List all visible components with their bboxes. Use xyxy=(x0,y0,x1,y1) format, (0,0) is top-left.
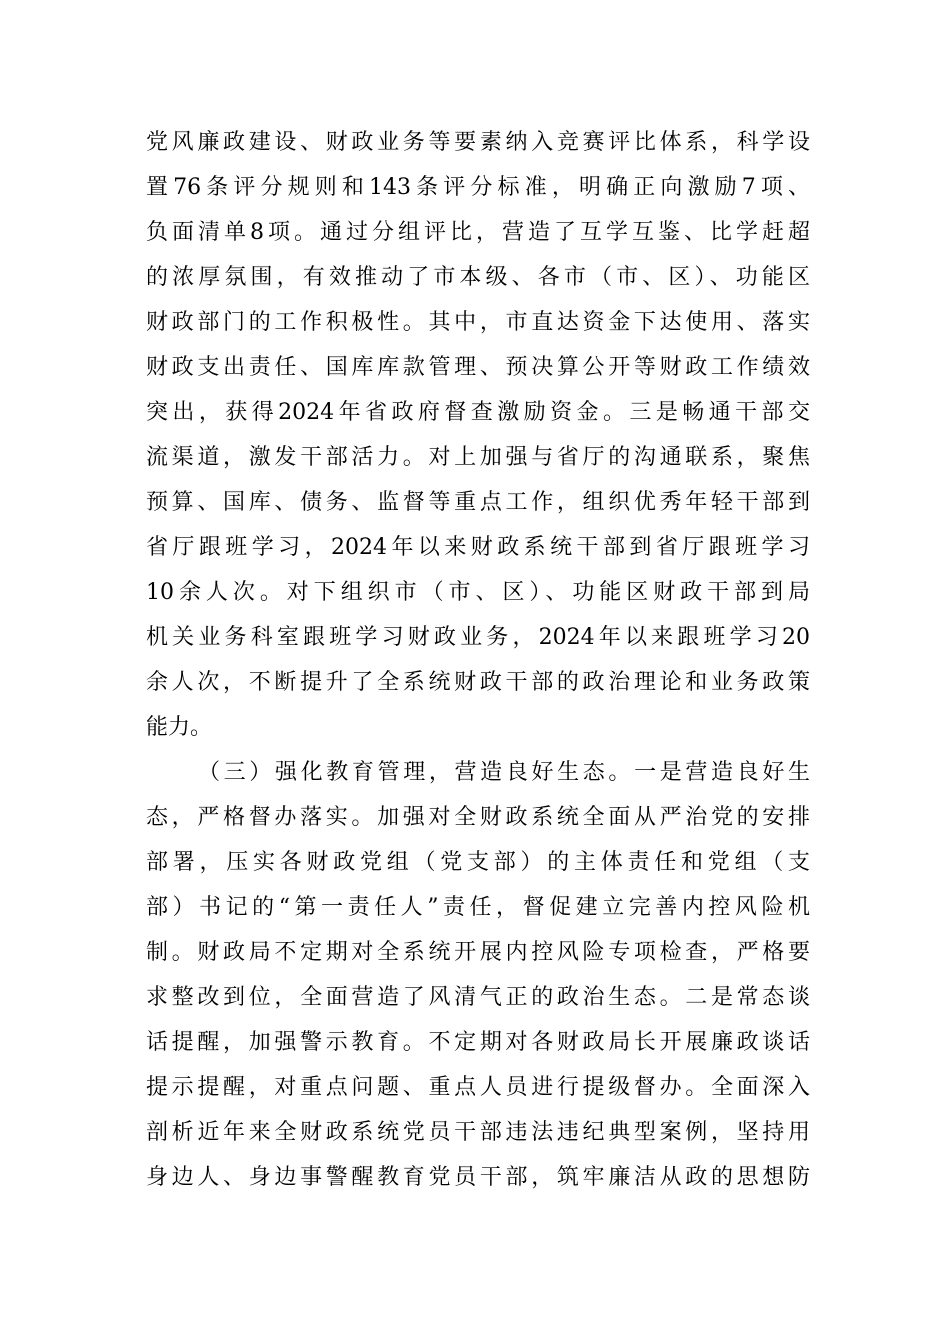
text-line: 置76条评分规则和143条评分标准，明确正向激励7项、 xyxy=(146,175,810,200)
text-line: 预算、国库、债务、监督等重点工作，组织优秀年轻干部到 xyxy=(146,490,810,515)
text-line: 财政支出责任、国库库款管理、预决算公开等财政工作绩效 xyxy=(146,355,810,380)
text-line: 制。财政局不定期对全系统开展内控风险专项检查，严格要 xyxy=(146,940,810,965)
text-line: 负面清单8项。通过分组评比，营造了互学互鉴、比学赶超 xyxy=(146,220,810,245)
text-line: 提示提醒，对重点问题、重点人员进行提级督办。全面深入 xyxy=(146,1075,810,1100)
text-line: 突出，获得2024年省政府督查激励资金。三是畅通干部交 xyxy=(146,400,810,425)
text-line: 财政部门的工作积极性。其中，市直达资金下达使用、落实 xyxy=(146,310,810,335)
text-line: 省厅跟班学习，2024年以来财政系统干部到省厅跟班学习 xyxy=(146,535,810,560)
text-line: 能力。 xyxy=(146,715,213,740)
text-line: 态，严格督办落实。加强对全财政系统全面从严治党的安排 xyxy=(146,805,810,830)
text-line: 的浓厚氛围，有效推动了市本级、各市（市、区）、功能区 xyxy=(146,265,810,290)
text-line: 10余人次。对下组织市（市、区）、功能区财政干部到局 xyxy=(146,580,810,605)
text-line: 流渠道，激发干部活力。对上加强与省厅的沟通联系，聚焦 xyxy=(146,445,810,470)
section-heading-line: （三）强化教育管理，营造良好生态。一是营造良好生 xyxy=(198,760,810,785)
text-line: 部署，压实各财政党组（党支部）的主体责任和党组（支 xyxy=(146,850,810,875)
text-line: 党风廉政建设、财政业务等要素纳入竞赛评比体系，科学设 xyxy=(146,130,810,155)
text-line: 身边人、身边事警醒教育党员干部，筑牢廉洁从政的思想防 xyxy=(146,1165,810,1190)
text-line: 部）书记的“第一责任人”责任，督促建立完善内控风险机 xyxy=(146,895,810,920)
text-line: 机关业务科室跟班学习财政业务，2024年以来跟班学习20 xyxy=(146,625,810,650)
body-text xyxy=(146,120,810,1200)
text-line: 话提醒，加强警示教育。不定期对各财政局长开展廉政谈话 xyxy=(146,1030,810,1055)
text-line: 求整改到位，全面营造了风清气正的政治生态。二是常态谈 xyxy=(146,985,810,1010)
text-line: 剖析近年来全财政系统党员干部违法违纪典型案例，坚持用 xyxy=(146,1120,810,1145)
text-line: 余人次，不断提升了全系统财政干部的政治理论和业务政策 xyxy=(146,670,810,695)
